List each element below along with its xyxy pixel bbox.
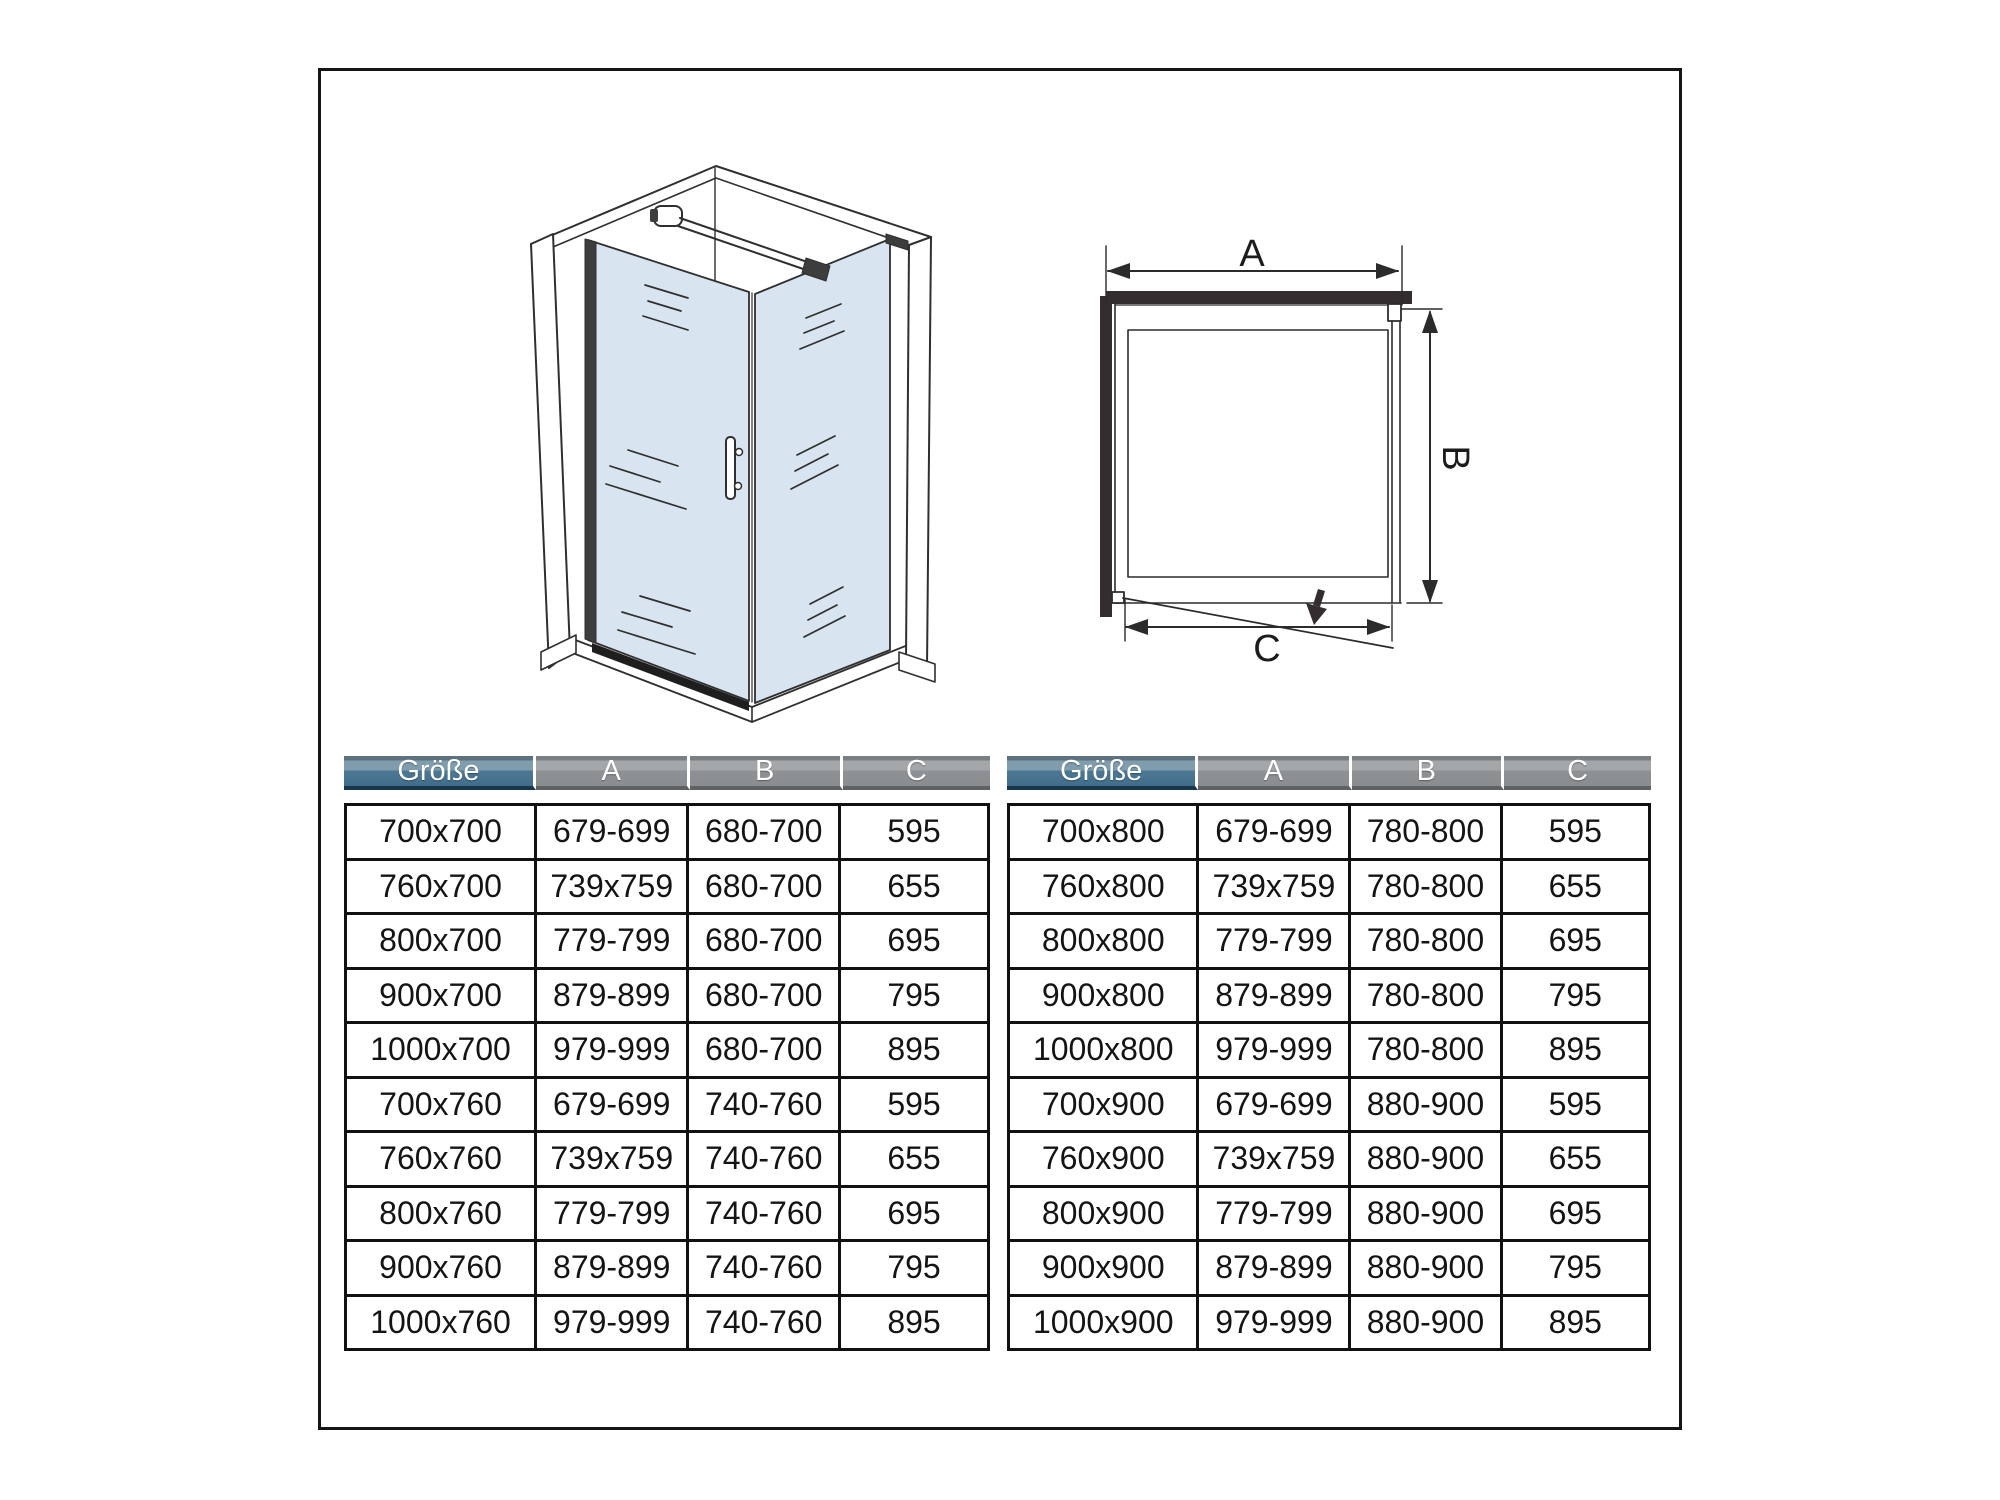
table-cell: 679-699 [537,806,689,858]
plan-top-wall [1106,291,1412,304]
table-row [1010,1024,1648,1079]
dimension-b [1402,309,1476,603]
table-row [347,1297,987,1349]
size-table-left [344,756,990,1351]
table-cell: 879-899 [1199,1242,1351,1294]
door-handle [726,437,735,499]
table-row [347,1133,987,1188]
table-row [1010,970,1648,1025]
table-cell: 779-799 [537,915,689,967]
table-row [347,1242,987,1297]
table-cell: 900x760 [347,1242,537,1294]
table-cell: 740-760 [689,1079,841,1131]
table-cell: 760x800 [1010,861,1199,913]
table-header-row [1007,756,1651,790]
table-cell: 979-999 [537,1024,689,1076]
column-header: B [690,756,843,790]
table-cell: 879-899 [537,970,689,1022]
left-wall [531,234,570,668]
table-cell: 780-800 [1351,861,1502,913]
table-cell: 800x900 [1010,1188,1199,1240]
size-table-right [1007,756,1651,1351]
table-cell: 780-800 [1351,915,1502,967]
table-cell: 979-999 [1199,1024,1351,1076]
table-cell: 880-900 [1351,1297,1502,1349]
table-row [1010,915,1648,970]
table-cell: 680-700 [689,1024,841,1076]
table-cell: 895 [1548,1303,1602,1340]
table-cell: 680-700 [689,915,841,967]
table-cell: 700x900 [1010,1079,1199,1131]
table-cell: 680-700 [689,806,841,858]
door-swing-arrow-icon [1306,589,1327,625]
table-cell: 900x700 [347,970,537,1022]
table-cell: 700x800 [1010,806,1199,858]
table-row [1010,806,1648,861]
table-cell: 795 [887,1249,941,1286]
table-cell: 800x760 [347,1188,537,1240]
table-row [347,1024,987,1079]
dimension-c [1125,599,1392,670]
plan-door-hinge [1112,592,1124,603]
table-cell: 680-700 [689,970,841,1022]
table-row [347,915,987,970]
table-body [1007,803,1651,1351]
table-row [1010,1133,1648,1188]
table-cell: 779-799 [1199,1188,1351,1240]
glass-side-panel [755,239,890,703]
table-cell: 595 [1548,813,1602,850]
table-cell: 739x759 [537,861,689,913]
table-cell: 779-799 [1199,915,1351,967]
door-hinge-profile [585,239,596,643]
column-header: A [536,756,690,790]
table-cell: 800x700 [347,915,537,967]
table-cell: 739x759 [1199,861,1351,913]
table-cell: 655 [1548,1140,1602,1177]
table-cell: 740-760 [689,1297,841,1349]
table-cell: 880-900 [1351,1133,1502,1185]
table-cell: 1000x700 [347,1024,537,1076]
table-cell: 740-760 [689,1133,841,1185]
table-cell: 779-799 [537,1188,689,1240]
table-cell: 679-699 [537,1079,689,1131]
dim-label-c: C [1253,628,1281,670]
support-bar-bracket [654,206,682,226]
table-row [347,806,987,861]
table-row [1010,1297,1648,1349]
table-cell: 880-900 [1351,1242,1502,1294]
table-cell: 679-699 [1199,806,1351,858]
column-header: B [1352,756,1505,790]
table-cell: 900x800 [1010,970,1199,1022]
table-row [347,861,987,916]
table-cell: 880-900 [1351,1079,1502,1131]
table-row [347,970,987,1025]
table-row [1010,1079,1648,1134]
table-cell: 795 [1548,1249,1602,1286]
table-header-row [344,756,990,790]
table-cell: 695 [887,922,941,959]
table-cell: 800x800 [1010,915,1199,967]
dim-label-a: A [1239,233,1265,275]
table-cell: 760x700 [347,861,537,913]
table-cell: 679-699 [1199,1079,1351,1131]
glass-door-panel [588,240,749,701]
table-row [347,1079,987,1134]
table-cell: 1000x760 [347,1297,537,1349]
table-cell: 795 [887,976,941,1013]
table-row [1010,1188,1648,1243]
isometric-drawing [531,166,935,722]
table-cell: 700x760 [347,1079,537,1131]
table-row [1010,861,1648,916]
support-bar [680,218,816,265]
column-header: C [843,756,990,790]
column-header: C [1504,756,1651,790]
table-cell: 740-760 [689,1188,841,1240]
right-wall [906,237,931,668]
plan-left-wall [1100,296,1112,617]
table-cell: 780-800 [1351,806,1502,858]
column-header: A [1198,756,1351,790]
table-cell: 895 [1548,1031,1602,1068]
column-header: Größe [344,756,536,790]
table-cell: 900x900 [1010,1242,1199,1294]
table-cell: 780-800 [1351,970,1502,1022]
table-cell: 740-760 [689,1242,841,1294]
table-cell: 895 [887,1303,941,1340]
table-cell: 760x900 [1010,1133,1199,1185]
table-cell: 739x759 [537,1133,689,1185]
table-cell: 795 [1548,976,1602,1013]
table-cell: 655 [887,1140,941,1177]
table-cell: 695 [1548,922,1602,959]
table-cell: 680-700 [689,861,841,913]
table-row [347,1188,987,1243]
table-cell: 695 [887,1194,941,1231]
table-cell: 1000x800 [1010,1024,1199,1076]
column-header: Größe [1007,756,1198,790]
dim-label-b: B [1434,445,1476,471]
table-cell: 879-899 [1199,970,1351,1022]
table-cell: 780-800 [1351,1024,1502,1076]
table-cell: 979-999 [537,1297,689,1349]
plan-top-fitting [1388,304,1401,321]
table-cell: 879-899 [537,1242,689,1294]
table-row [1010,1242,1648,1297]
plan-tray [1128,330,1388,577]
table-cell: 595 [887,1085,941,1122]
table-cell: 1000x900 [1010,1297,1199,1349]
table-cell: 595 [1548,1085,1602,1122]
table-cell: 760x760 [347,1133,537,1185]
table-cell: 655 [1548,867,1602,904]
plan-view-drawing [1100,233,1476,670]
table-cell: 739x759 [1199,1133,1351,1185]
table-body [344,803,990,1351]
table-cell: 695 [1548,1194,1602,1231]
table-cell: 700x700 [347,806,537,858]
table-cell: 595 [887,813,941,850]
table-cell: 895 [887,1031,941,1068]
table-cell: 880-900 [1351,1188,1502,1240]
table-cell: 979-999 [1199,1297,1351,1349]
table-cell: 655 [887,867,941,904]
